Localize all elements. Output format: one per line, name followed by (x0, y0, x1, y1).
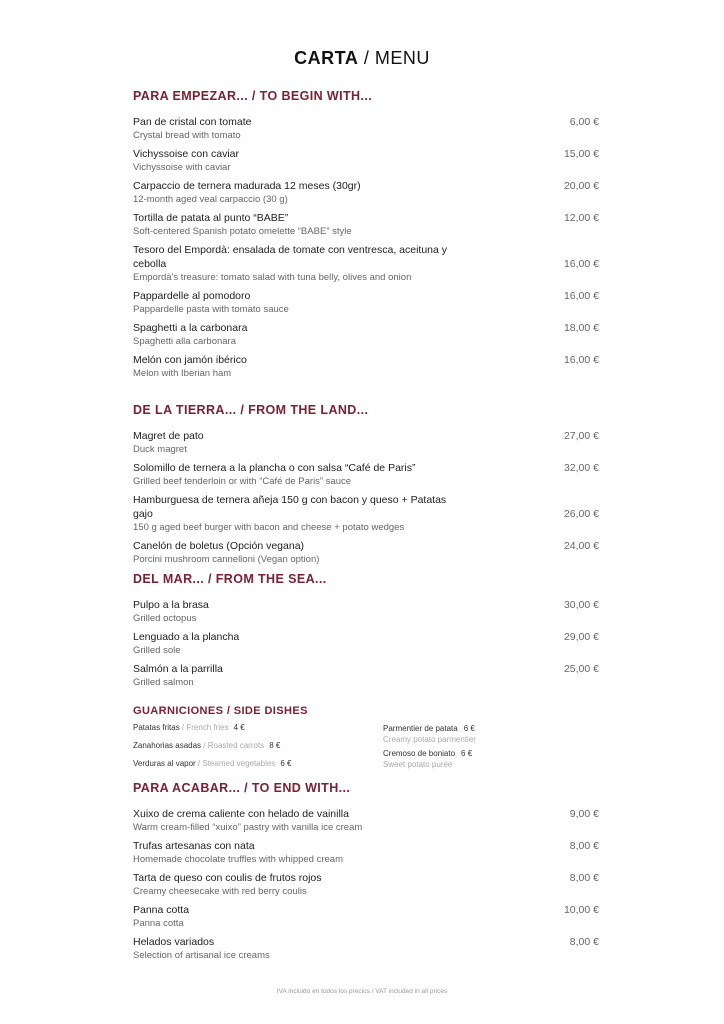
side-dish-item (383, 748, 476, 759)
menu-item-description: Homemade chocolate truffles with whipped cream (133, 854, 343, 865)
menu-item-description: Duck magret (133, 444, 187, 455)
menu-item-price: 24,00 € (563, 540, 599, 552)
section-heading: PARA EMPEZAR... / TO BEGIN WITH... (133, 89, 373, 103)
side-dishes-left-column (133, 723, 291, 777)
menu-title-separator: / (358, 48, 375, 68)
menu-item-description: Grilled salmon (133, 677, 194, 688)
menu-item-description: Selection of artisanal ice creams (133, 950, 270, 961)
menu-item-description: Crystal bread with tomato (133, 130, 241, 141)
menu-item-name: Melón con jamón ibérico (133, 354, 247, 366)
menu-item (133, 903, 599, 930)
menu-item-row (133, 115, 599, 129)
menu-item-name: Xuixo de crema caliente con helado de vainilla (133, 808, 349, 820)
menu-item-price: 20,00 € (563, 180, 599, 192)
side-dish-price: 4 € (233, 723, 245, 732)
side-dish-name: Verduras al vapor (133, 759, 196, 768)
side-dish-english: / Steamed vegetables (195, 759, 276, 768)
side-dishes-right-column (383, 723, 476, 773)
menu-item-name: Spaghetti a la carbonara (133, 322, 248, 334)
menu-item-name: Helados variados (133, 936, 215, 948)
menu-item-description: Creamy cheesecake with red berry coulis (133, 886, 307, 897)
menu-item-row (133, 353, 599, 367)
menu-item-description: Panna cotta (133, 918, 184, 929)
menu-item-name: Panna cotta (133, 904, 190, 916)
section-heading: PARA ACABAR... / TO END WITH... (133, 781, 351, 795)
menu-item-row (133, 662, 599, 676)
menu-item (133, 429, 599, 456)
menu-item-price: 18,00 € (563, 322, 599, 334)
menu-item-price: 8,00 € (569, 872, 599, 884)
side-dish-item (383, 723, 476, 734)
menu-item-description: Spaghetti alla carbonara (133, 336, 236, 347)
menu-item (133, 662, 599, 689)
menu-item (133, 353, 599, 380)
menu-item-name: Solomillo de ternera a la plancha o con salsa “Café de Paris” (133, 462, 416, 474)
menu-item-row (133, 539, 599, 553)
menu-item-row (133, 147, 599, 161)
menu-item (133, 211, 599, 238)
menu-item (133, 539, 599, 566)
side-dish-price: 6 € (461, 749, 473, 758)
menu-item (133, 935, 599, 962)
menu-item-row (133, 461, 599, 475)
side-dish-price: 6 € (280, 759, 292, 768)
side-dish-item (133, 759, 291, 777)
section-side-dishes (133, 705, 599, 769)
menu-item-row (133, 598, 599, 612)
menu-item-description: 12-month aged veal carpaccio (30 g) (133, 194, 288, 205)
menu-item-row (133, 321, 599, 335)
menu-item-row (133, 839, 599, 853)
side-dish-name: Zanahorias asadas (133, 741, 202, 750)
side-dish-price: 8 € (269, 741, 281, 750)
menu-item-name: Magret de pato (133, 430, 204, 442)
menu-item-name: Carpaccio de ternera madurada 12 meses (30gr) (133, 180, 361, 192)
menu-item-name: Pulpo a la brasa (133, 599, 209, 611)
side-dish-name: Cremoso de boniato (383, 749, 456, 758)
menu-item-row (133, 243, 599, 271)
menu-item-price: 16,00 € (563, 258, 599, 270)
side-dish-item (133, 723, 291, 741)
menu-item-name: Trufas artesanas con nata (133, 840, 255, 852)
menu-item (133, 871, 599, 898)
menu-item-description: Pappardelle pasta with tomato sauce (133, 304, 289, 315)
menu-item (133, 289, 599, 316)
menu-item-description: Vichyssoise with caviar (133, 162, 231, 173)
menu-item-name: Salmón a la parrilla (133, 663, 223, 675)
menu-item-row (133, 903, 599, 917)
section-starters (133, 89, 599, 385)
menu-item-price: 26,00 € (563, 508, 599, 520)
menu-item-name: Pan de cristal con tomate (133, 116, 252, 128)
menu-item-price: 8,00 € (569, 840, 599, 852)
menu-item-row (133, 807, 599, 821)
menu-item-name: Tarta de queso con coulis de frutos rojos (133, 872, 322, 884)
menu-item-row (133, 871, 599, 885)
section-land (133, 403, 599, 571)
menu-item-name: Lenguado a la plancha (133, 631, 240, 643)
side-dish-name: Patatas fritas (133, 723, 180, 732)
menu-item-price: 29,00 € (563, 631, 599, 643)
menu-item-description: Soft-centered Spanish potato omelette “BABE” style (133, 226, 352, 237)
menu-item (133, 630, 599, 657)
section-heading: DE LA TIERRA... / FROM THE LAND... (133, 403, 369, 417)
side-dish-name: Parmentier de patata (383, 724, 458, 733)
menu-item-price: 32,00 € (563, 462, 599, 474)
menu-item-row (133, 179, 599, 193)
menu-item-description: Warm cream-filled “xuixo” pastry with vanilla ice cream (133, 822, 363, 833)
menu-item-price: 16,00 € (563, 354, 599, 366)
menu-item-description: Porcini mushroom cannelloni (Vegan option) (133, 554, 320, 565)
menu-item-name: Pappardelle al pomodoro (133, 290, 251, 302)
menu-item-row (133, 630, 599, 644)
menu-item-price: 25,00 € (563, 663, 599, 675)
vat-note: IVA incluido en todos los precios / VAT included in all prices (276, 988, 448, 995)
menu-item (133, 461, 599, 488)
section-sea (133, 572, 599, 694)
menu-item-price: 6,00 € (569, 116, 599, 128)
menu-item-row (133, 429, 599, 443)
side-dish-description: Sweet potato purée (383, 760, 453, 769)
menu-item-price: 16,00 € (563, 290, 599, 302)
menu-item-description: Melon with Iberian ham (133, 368, 232, 379)
section-heading: DEL MAR... / FROM THE SEA... (133, 572, 327, 586)
menu-item-description: Grilled octopus (133, 613, 197, 624)
menu-item-description: Grilled beef tenderloin or with “Café de Paris” sauce (133, 476, 352, 487)
menu-item (133, 243, 599, 284)
menu-item-row (133, 289, 599, 303)
menu-item (133, 598, 599, 625)
menu-item (133, 179, 599, 206)
menu-item-description: 150 g aged beef burger with bacon and cheese + potato wedges (133, 522, 405, 533)
menu-item-price: 15,00 € (563, 148, 599, 160)
menu-item-price: 9,00 € (569, 808, 599, 820)
menu-title (0, 48, 724, 69)
menu-item (133, 807, 599, 834)
side-dish-description: Creamy potato parmentier (383, 735, 476, 744)
menu-item-name: Hamburguesa de ternera añeja 150 g con bacon y queso + Patatas gajo (133, 494, 447, 520)
side-dish-english: / French fries (179, 723, 229, 732)
side-dish-english: / Roasted carrots (201, 741, 265, 750)
side-dish-item (133, 741, 291, 759)
menu-item-row (133, 493, 599, 521)
menu-item-price: 12,00 € (563, 212, 599, 224)
menu-item-description: Empordà's treasure: tomato salad with tuna belly, olives and onion (133, 272, 412, 283)
menu-title-en: MENU (374, 48, 430, 68)
menu-item-price: 8,00 € (569, 936, 599, 948)
menu-item-name: Tortilla de patata al punto “BABE” (133, 212, 289, 224)
section-desserts (133, 781, 599, 967)
menu-item-name: Tesoro del Empordà: ensalada de tomate con ventresca, aceituna y cebolla (133, 244, 448, 270)
menu-item-row (133, 935, 599, 949)
menu-item (133, 115, 599, 142)
menu-item-description: Grilled sole (133, 645, 181, 656)
side-dish-price: 6 € (463, 724, 475, 733)
menu-item-price: 27,00 € (563, 430, 599, 442)
menu-item (133, 321, 599, 348)
menu-item-name: Vichyssoise con caviar (133, 148, 240, 160)
menu-item-name: Canelón de boletus (Opción vegana) (133, 540, 305, 552)
section-heading: GUARNICIONES / SIDE DISHES (133, 705, 308, 717)
menu-item-price: 30,00 € (563, 599, 599, 611)
menu-item-price: 10,00 € (563, 904, 599, 916)
menu-item (133, 839, 599, 866)
menu-item-row (133, 211, 599, 225)
menu-item (133, 147, 599, 174)
menu-item (133, 493, 599, 534)
menu-title-es: CARTA (294, 48, 359, 68)
